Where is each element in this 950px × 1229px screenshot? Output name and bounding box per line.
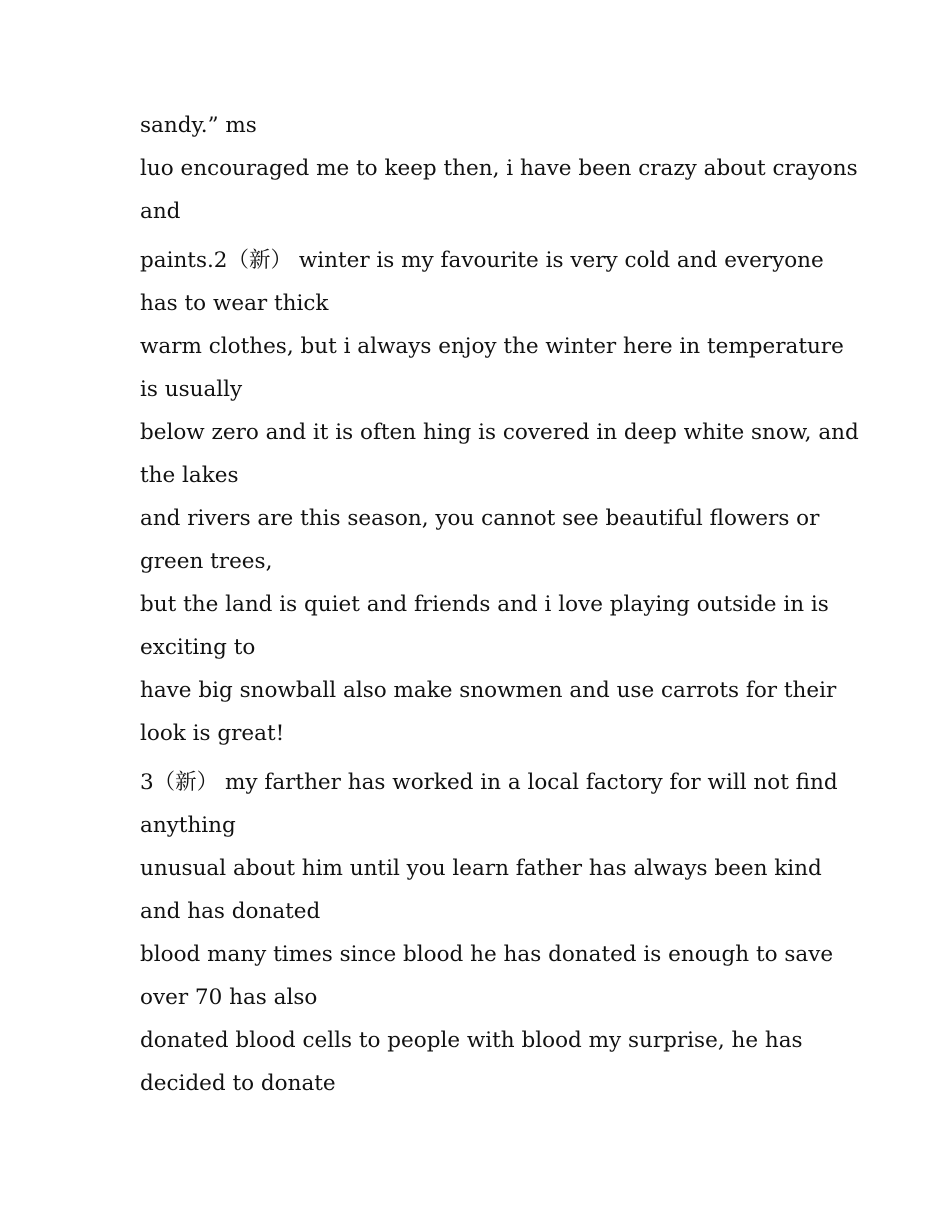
text-line: exciting to	[140, 635, 256, 660]
text-line: donated blood cells to people with blood my surprise, he has	[140, 1028, 803, 1053]
text-line: decided to donate	[140, 1071, 336, 1096]
text-line: green trees,	[140, 549, 273, 574]
text-line: look is great!	[140, 721, 285, 746]
text-line: is usually	[140, 377, 243, 402]
paragraph	[140, 239, 824, 325]
text-line: have big snowball also make snowmen and use carrots for their	[140, 678, 837, 703]
text-line: has to wear thick	[140, 291, 329, 316]
text-line: anything	[140, 813, 236, 838]
text-line: and has donated	[140, 899, 321, 924]
text-line: unusual about him until you learn father has always been kind	[140, 856, 822, 881]
text-line: luo encouraged me to keep then, i have been crazy about crayons	[140, 156, 858, 181]
text-line: over 70 has also	[140, 985, 318, 1010]
paragraph	[140, 583, 829, 669]
paragraph	[140, 147, 858, 233]
text-line: warm clothes, but i always enjoy the winter here in temperature	[140, 334, 844, 359]
paragraph	[140, 847, 820, 933]
paragraph	[140, 411, 859, 497]
paragraph	[140, 933, 834, 1019]
text-line: below zero and it is often hing is covered in deep white snow, and	[140, 420, 859, 445]
paragraph	[140, 761, 838, 847]
paragraph	[140, 1019, 820, 1105]
text-line: the lakes	[140, 463, 239, 488]
text-line: blood many times since blood he has donated is enough to save	[140, 942, 834, 967]
document-body	[140, 104, 859, 1105]
paragraph	[140, 669, 837, 755]
text-line: paints.2（新） winter is my favourite is very cold and everyone	[140, 248, 824, 273]
paragraph	[140, 497, 820, 583]
text-line: sandy.” ms	[140, 113, 257, 138]
paragraph	[140, 104, 820, 147]
text-line: but the land is quiet and friends and i love playing outside in is	[140, 592, 829, 617]
text-line: and	[140, 199, 181, 224]
paragraph	[140, 325, 844, 411]
text-line: and rivers are this season, you cannot see beautiful flowers or	[140, 506, 820, 531]
text-line: 3（新） my farther has worked in a local factory for will not find	[140, 770, 838, 795]
